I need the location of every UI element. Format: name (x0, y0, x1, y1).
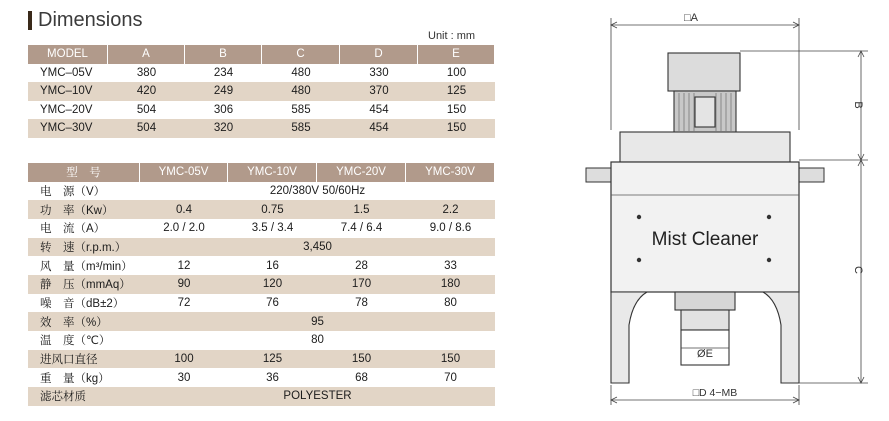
value-cell: 150 (418, 119, 495, 138)
value-cell: 504 (136, 103, 157, 116)
value-cell: 2.0 / 2.0 (163, 222, 205, 235)
header-model-cn: 型 号 (28, 163, 140, 182)
spec-row-speed (28, 238, 495, 257)
row-label: 滤芯材质 (28, 387, 140, 406)
header-e: E (418, 45, 495, 64)
row-label: 转 速（r.p.m.） (28, 238, 140, 257)
header-b: B (185, 45, 262, 64)
value-cell: 249 (185, 82, 262, 101)
value-cell: 30 (177, 371, 191, 384)
spec-row-weight (28, 368, 495, 387)
value-cell: 80 (311, 334, 324, 347)
header-d: D (340, 45, 418, 64)
motor-body (668, 53, 740, 133)
spec-header-row (28, 163, 495, 182)
table-row (28, 101, 495, 120)
header-ymc-05v: YMC-05V (140, 163, 228, 182)
value-cell: 70 (444, 371, 457, 384)
value-cell: 2.2 (406, 200, 495, 219)
body-label: Mist Cleaner (651, 229, 759, 250)
value-cell: 480 (262, 82, 340, 101)
value-cell: 95 (140, 312, 495, 331)
row-label: 静 压（mmAq） (28, 275, 140, 294)
value-cell: POLYESTER (140, 387, 495, 406)
row-label: 噪 音（dB±2） (40, 297, 125, 310)
model-cell: YMC–30V (28, 119, 108, 138)
row-label: 重 量（kg） (40, 372, 110, 385)
value-cell: 120 (228, 275, 317, 294)
value-cell: 150 (406, 350, 495, 369)
header-ymc-20v: YMC-20V (317, 163, 406, 182)
title-bar-decoration (28, 11, 32, 30)
specification-table (28, 163, 495, 406)
value-cell: 585 (291, 103, 311, 116)
value-cell: 12 (177, 259, 191, 272)
unit-label: Unit : mm (428, 30, 476, 42)
label-a: □A (684, 12, 698, 24)
value-cell: 76 (266, 296, 279, 309)
value-cell: 7.4 / 6.4 (340, 222, 383, 235)
value-cell: 80 (444, 296, 457, 309)
model-cell: YMC–05V (40, 66, 93, 79)
value-cell: 454 (340, 119, 418, 138)
dimensions-header-row (28, 45, 495, 64)
page-title (28, 9, 142, 32)
spec-row-current (28, 219, 495, 238)
model-cell: YMC–20V (40, 103, 93, 116)
value-cell: 454 (369, 103, 389, 116)
value-cell: 28 (355, 259, 368, 272)
header-a: A (108, 45, 185, 64)
value-cell: 33 (444, 259, 457, 272)
mist-cleaner-dimension-drawing (583, 5, 883, 415)
value-cell: 0.75 (228, 200, 317, 219)
spec-row-static-pressure (28, 275, 495, 294)
spec-row-voltage (28, 182, 495, 201)
value-cell: 220/380V 50/60Hz (269, 184, 366, 197)
value-cell: 380 (136, 66, 157, 79)
value-cell: 125 (228, 350, 317, 369)
spec-row-temperature (28, 331, 495, 350)
value-cell: 504 (108, 119, 185, 138)
value-cell: 480 (291, 66, 311, 79)
value-cell: 234 (213, 66, 234, 79)
value-cell: 150 (446, 103, 467, 116)
model-cell: YMC–10V (28, 82, 108, 101)
header-c: C (262, 45, 340, 64)
value-cell: 9.0 / 8.6 (429, 222, 472, 235)
value-cell: 100 (140, 350, 228, 369)
value-cell: 585 (262, 119, 340, 138)
value-cell: 150 (317, 350, 406, 369)
value-cell: 3,450 (140, 238, 495, 257)
cleaner-body (611, 162, 799, 292)
row-label: 效 率（%） (28, 312, 140, 331)
spec-row-airflow (28, 256, 495, 275)
top-cover (620, 132, 790, 162)
left-handle (586, 168, 611, 182)
table-row (28, 64, 495, 83)
value-cell: 180 (406, 275, 495, 294)
header-model: MODEL (28, 45, 108, 64)
value-cell: 420 (108, 82, 185, 101)
spec-row-power (28, 200, 495, 219)
value-cell: 90 (140, 275, 228, 294)
value-cell: 1.5 (317, 200, 406, 219)
value-cell: 0.4 (140, 200, 228, 219)
value-cell: 100 (446, 66, 467, 79)
row-label: 电 源（V） (40, 185, 106, 198)
value-cell: 125 (418, 82, 495, 101)
label-c: C (852, 266, 864, 274)
dimensions-table (28, 45, 495, 138)
value-cell: 330 (369, 66, 389, 79)
spec-row-filter (28, 387, 495, 406)
table-row (28, 119, 495, 138)
row-label: 进风口直径 (28, 350, 140, 369)
table-row (28, 82, 495, 101)
value-cell: 72 (177, 296, 191, 309)
label-d: □D 4−MB (692, 387, 738, 399)
label-b: B (852, 101, 864, 109)
value-cell: 68 (355, 371, 368, 384)
label-e: ØE (697, 348, 713, 360)
value-cell: 320 (185, 119, 262, 138)
spec-row-noise (28, 294, 495, 313)
row-label: 风 量（m³/min） (40, 260, 133, 273)
row-label: 功 率（Kw） (28, 200, 140, 219)
spec-row-inlet (28, 350, 495, 369)
header-ymc-30v: YMC-30V (406, 163, 495, 182)
value-cell: 3.5 / 3.4 (251, 222, 294, 235)
value-cell: 306 (213, 103, 234, 116)
row-label: 电 流（A） (40, 223, 106, 236)
value-cell: 78 (355, 296, 368, 309)
spec-row-efficiency (28, 312, 495, 331)
value-cell: 16 (266, 259, 279, 272)
right-handle (799, 168, 824, 182)
row-label: 温 度（℃） (40, 335, 111, 348)
value-cell: 370 (340, 82, 418, 101)
header-ymc-10v: YMC-10V (228, 163, 317, 182)
value-cell: 36 (266, 371, 279, 384)
title-text: Dimensions (38, 9, 143, 31)
value-cell: 170 (317, 275, 406, 294)
